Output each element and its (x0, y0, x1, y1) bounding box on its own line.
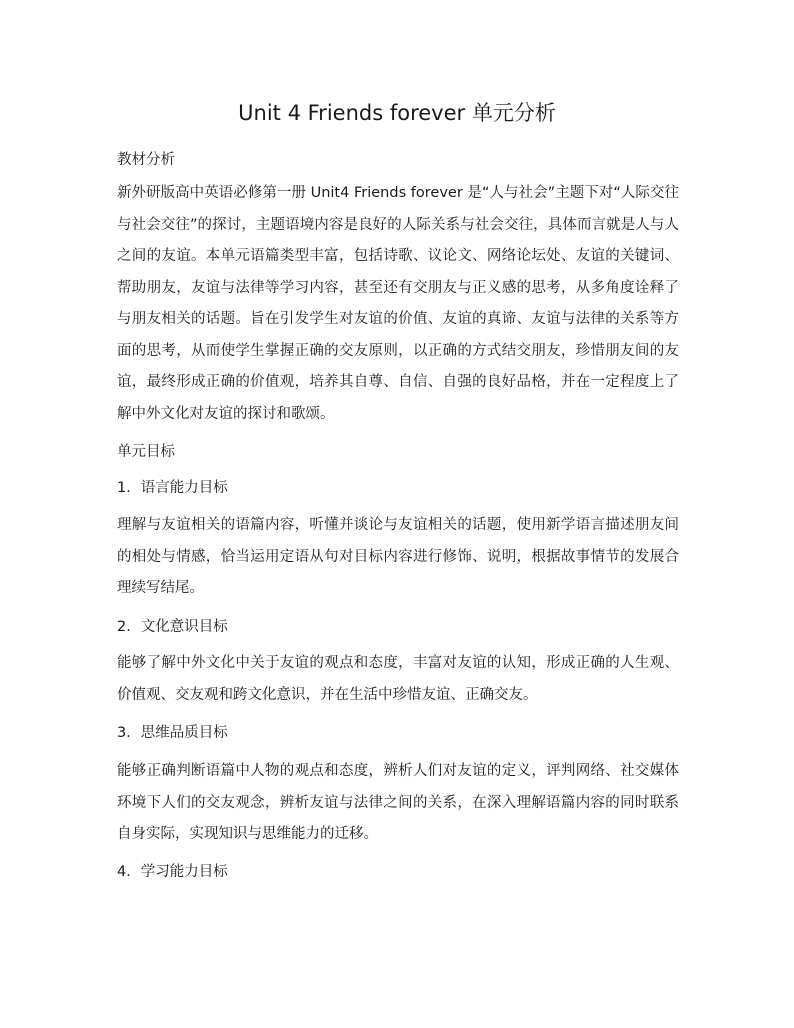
section-heading-textbook-analysis: 教材分析 (117, 152, 175, 168)
section-heading-language-ability: 1．语言能力目标 (117, 480, 228, 496)
paragraph-cultural-awareness: 能够了解中外文化中关于友谊的观点和态度，丰富对友谊的认知，形成正确的人生观、价值观、交友观和跨文化意识，并在生活中珍惜友谊、正确交友。 (117, 655, 679, 703)
paragraph-language-ability: 理解与友谊相关的语篇内容，听懂并谈论与友谊相关的话题，使用新学语言描述朋友间的相处与情感，恰当运用定语从句对目标内容进行修饰、说明，根据故事情节的发展合理续写结尾。 (117, 517, 679, 596)
paragraph-textbook-analysis: 新外研版高中英语必修第一册 Unit4 Friends forever 是“人与社会”主题下对“人际交往与社会交往”的探讨，主题语境内容是良好的人际关系与社会交往，具体而言就是人与人之间的友谊。本单元语篇类型丰富，包括诗歌、议论文、网络论坛处、友谊的关键词、帮助朋友，友谊与法律等学习内容，甚至还有交朋友与正义感的思考，从多角度诠释了与朋友相关的话题。旨在引发学生对友谊的价值、友谊的真谛、友谊与法律的关系等方面的思考，从而使学生掌握正确的交友原则，以正确的方式结交朋友，珍惜朋友间的友谊，最终形成正确的价值观，培养其自尊、自信、自强的良好品格，并在一定程度上了解中外文化对友谊的探讨和歌颂。 (117, 185, 679, 422)
document-title: Unit 4 Friends forever 单元分析 (238, 101, 556, 125)
paragraph-thinking-quality: 能够正确判断语篇中人物的观点和态度，辨析人们对友谊的定义，评判网络、社交媒体环境下人们的交友观念，辨析友谊与法律之间的关系，在深入理解语篇内容的同时联系自身实际，实现知识与思维能力的迁移。 (117, 763, 679, 842)
section-heading-learning-ability: 4．学习能力目标 (117, 864, 228, 880)
section-heading-thinking-quality: 3．思维品质目标 (117, 725, 228, 741)
section-heading-cultural-awareness: 2．文化意识目标 (117, 619, 228, 635)
section-heading-unit-goals: 单元目标 (117, 444, 175, 460)
